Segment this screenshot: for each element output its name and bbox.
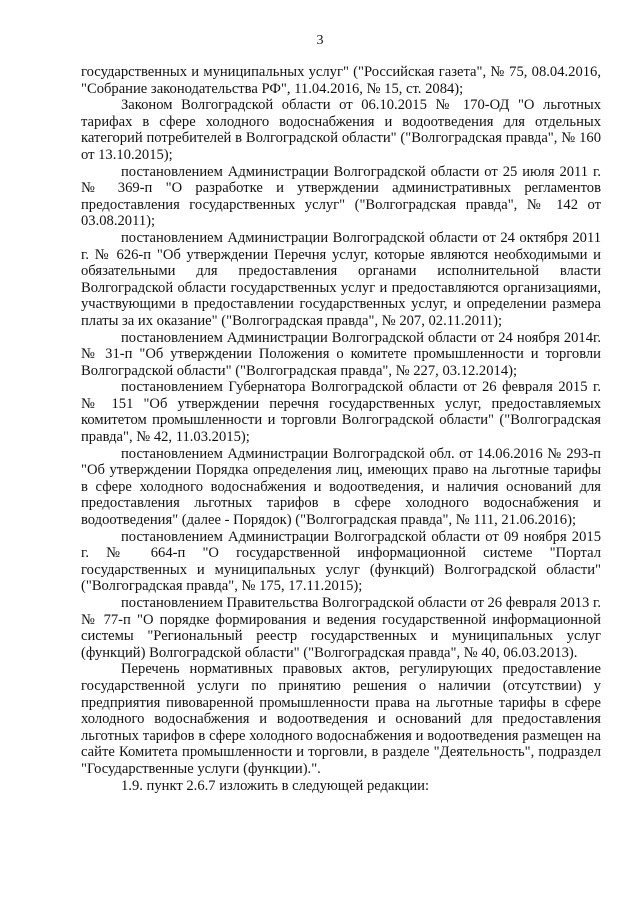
paragraph-continuation: государственных и муниципальных услуг" ("Российская газета", № 75, 08.04.2016, "Собрание законодательства РФ", 11.04.2016, № 15, ст. 2084); — [81, 64, 601, 97]
paragraph-governor-resolution-151: постановлением Губернатора Волгоградской области от 26 февраля 2015 г. № 151 "Об утверждении перечня государственных услуг, предоставляемых комитетом промышленности и торговли Волгоградской области" ("Волгоградская правда", № 42, 11.03.2015); — [81, 379, 601, 446]
document-body — [81, 64, 601, 794]
paragraph-resolution-293-p: постановлением Администрации Волгоградской обл. от 14.06.2016 № 293-п "Об утверждении Порядка определения лиц, имеющих право на льготные тарифы в сфере холодного водоснабжения и водоотведения, и наличия оснований для предоставления льготных тарифов в сфере холодного водоснабжения и водоотведения" (далее - Порядок) ("Волгоградская правда", № 111, 21.06.2016); — [81, 445, 601, 529]
paragraph-item-1-9: 1.9. пункт 2.6.7 изложить в следующей редакции: — [121, 777, 430, 794]
paragraph-resolution-77-p: постановлением Правительства Волгоградской области от 26 февраля 2013 г. № 77-п "О порядке формирования и ведения государственной информационной системы "Региональный реестр государственных и муниципальных услуг (функций) Волгоградской области" ("Волгоградская правда", № 40, 06.03.2013). — [81, 595, 601, 661]
paragraph-resolution-664-p: постановлением Администрации Волгоградской области от 09 ноября 2015 г. № 664-п "О государственной информационной системе "Портал государственных и муниципальных услуг (функций) Волгоградской области" ("Волгоградская правда", № 175, 17.11.2015); — [81, 528, 601, 595]
paragraph-list-publication: Перечень нормативных правовых актов, регулирующих предоставление государственной услуги по принятию решения о наличии (отсутствии) у предприятия пивоваренной промышленности права на льготные тарифы в сфере холодного водоснабжения и водоотведения и оснований для предоставления льготных тарифов в сфере холодного водоснабжения и водоотведения размещен на сайте Комитета промышленности и торговли, в разделе "Деятельность", подраздел "Государственные услуги (функции).". — [81, 661, 601, 777]
paragraph-resolution-31-p: постановлением Администрации Волгоградской области от 24 ноября 2014г. № 31-п "Об утверждении Положения о комитете промышленности и торговли Волгоградской области" ("Волгоградская правда", № 227, 03.12.2014); — [81, 329, 601, 379]
page-number: 3 — [316, 33, 324, 48]
paragraph-resolution-369-p: постановлением Администрации Волгоградской области от 25 июля 2011 г. № 369-п "О разработке и утверждении административных регламентов предоставления государственных услуг" ("Волгоградская правда", № 142 от 03.08.2011); — [81, 163, 601, 230]
paragraph-resolution-626-p: постановлением Администрации Волгоградской области от 24 октября 2011 г. № 626-п "Об утверждении Перечня услуг, которые являются необходимыми и обязательными для предоставления органами исполнительной власти Волгоградской области государственных услуг и предоставляются организациями, участвующими в предоставлении государственных услуг, и определении размера платы за их оказание" ("Волгоградская правда", № 207, 02.11.2011); — [81, 229, 601, 329]
paragraph-law-170-od: Законом Волгоградской области от 06.10.2015 № 170-ОД "О льготных тарифах в сфере холодного водоснабжения и водоотведения для отдельных категорий потребителей в Волгоградской области" ("Волгоградская правда", № 160 от 13.10.2015); — [81, 97, 601, 163]
